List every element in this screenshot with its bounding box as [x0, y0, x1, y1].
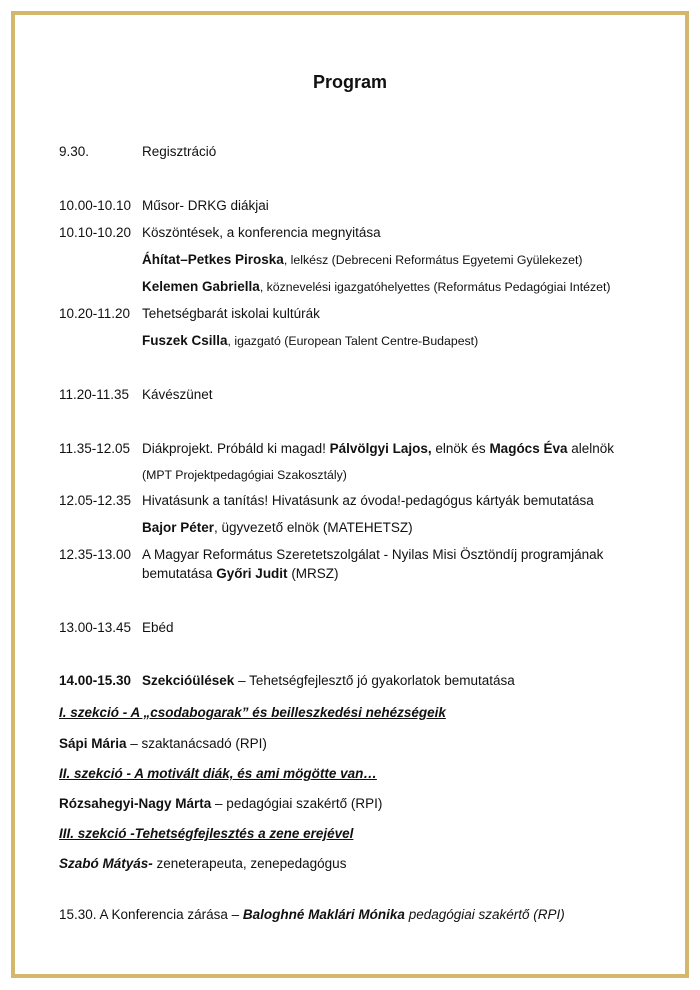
speaker-fuszek [142, 333, 478, 348]
speaker-role: , igazgató (European Talent Centre-Budapest) [227, 334, 479, 348]
speaker-role: , ügyvezető elnök (MATEHETSZ) [214, 520, 413, 535]
speaker-role: zeneterapeuta, zenepedagógus [152, 856, 347, 871]
section-2-heading: II. szekció - A motivált diák, és ami mögötte van… [59, 766, 377, 781]
item: Regisztráció [142, 144, 217, 159]
time: 10.00-10.10 [59, 198, 132, 213]
schedule-row-talent [59, 306, 320, 321]
item: Ebéd [142, 620, 174, 635]
item: Műsor- DRKG diákjai [142, 198, 269, 213]
item-post: (MRSZ) [287, 566, 339, 581]
time: 10.20-11.20 [59, 306, 131, 321]
speaker-bajor [142, 520, 413, 535]
time: 12.05-12.35 [59, 493, 132, 508]
speaker-role: – pedagógiai szakértő (RPI) [211, 796, 383, 811]
schedule-row-vocation [59, 493, 594, 508]
time: 12.35-13.00 [59, 547, 132, 562]
item: A Magyar Református Szeretetszolgálat - Nyilas Misi Ösztöndíj programjának [142, 547, 604, 562]
section-1-heading: I. szekció - A „csodabogarak” és beilleszkedési nehézségeik [59, 705, 446, 720]
time: 13.00-13.45 [59, 620, 132, 635]
speaker-name: Fuszek Csilla [142, 333, 228, 348]
schedule-row-musor [59, 198, 269, 213]
speaker-role: pedagógiai szakértő (RPI) [404, 907, 565, 922]
item-post: alelnök [567, 441, 615, 456]
speaker-name: Áhítat–Petkes Piroska [142, 252, 284, 267]
speaker-name: Győri Judit [216, 566, 288, 581]
schedule-row-coffee [59, 387, 213, 402]
item: – Tehetségfejlesztő jó gyakorlatok bemutatása [234, 673, 515, 688]
mrsz-continuation [142, 566, 339, 581]
closing-row [59, 907, 565, 922]
speaker-name: Kelemen Gabriella [142, 279, 260, 294]
time: 10.10-10.20 [59, 225, 132, 240]
item: Hivatásunk a tanítás! Hivatásunk az óvoda!-pedagógus kártyák bemutatása [142, 493, 594, 508]
item: Köszöntések, a konferencia megnyitása [142, 225, 381, 240]
speaker-ahitat [142, 252, 582, 267]
speaker-name: Baloghné Maklári Mónika [242, 907, 405, 922]
schedule-row-registration [59, 144, 216, 159]
section-3-speaker [59, 856, 346, 871]
speaker-name: Magócs Éva [489, 441, 568, 456]
speaker-name: Sápi Mária [59, 736, 127, 751]
schedule-row-sections [59, 673, 515, 688]
speaker-role: – szaktanácsadó (RPI) [126, 736, 267, 751]
schedule-row-mrsz [59, 547, 603, 562]
speaker-role: , köznevelési igazgatóhelyettes (Református Pedagógiai Intézet) [259, 280, 611, 294]
schedule-row-opening [59, 225, 381, 240]
time: 14.00-15.30 [59, 673, 132, 688]
speaker-name: Rózsahegyi-Nagy Márta [59, 796, 212, 811]
speaker-kelemen [142, 279, 610, 294]
item-pre: bemutatása [142, 566, 217, 581]
speaker-name: Bajor Péter [142, 520, 215, 535]
item-pre: 15.30. A Konferencia zárása – [59, 907, 243, 922]
item: Tehetségbarát iskolai kultúrák [142, 306, 320, 321]
time: 9.30. [59, 144, 90, 159]
section-1-speaker [59, 736, 267, 751]
speaker-role: , lelkész (Debreceni Református Egyetemi Gyülekezet) [283, 253, 583, 267]
schedule-row-lunch [59, 620, 174, 635]
speaker-name: Szabó Mátyás- [59, 856, 153, 871]
page-title: Program [312, 72, 388, 92]
organization-mpt: (MPT Projektpedagógiai Szakosztály) [142, 468, 347, 482]
time: 11.35-12.05 [59, 441, 131, 456]
speaker-name: Pálvölgyi Lajos, [329, 441, 432, 456]
item-mid: elnök és [431, 441, 490, 456]
item-bold: Szekcióülések [142, 673, 235, 688]
item-pre: Diákprojekt. Próbáld ki magad! [142, 441, 330, 456]
schedule-row-student-project [59, 441, 614, 456]
section-3-heading: III. szekció -Tehetségfejlesztés a zene erejével [59, 826, 354, 841]
time: 11.20-11.35 [59, 387, 130, 402]
item: Kávészünet [142, 387, 213, 402]
section-2-speaker [59, 796, 382, 811]
